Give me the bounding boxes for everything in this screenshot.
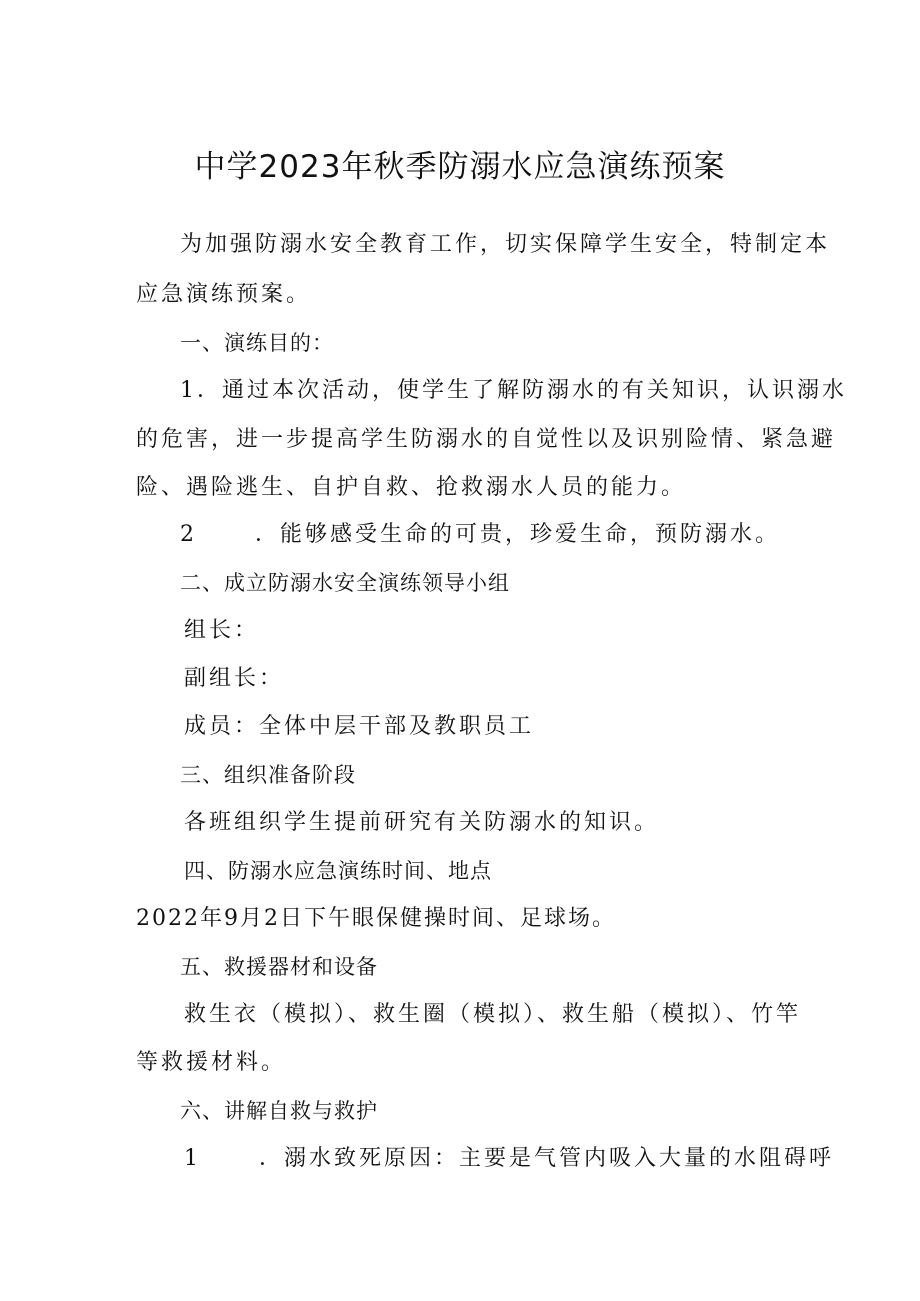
section-6-item-1-number: 1: [184, 1146, 201, 1171]
section-1-item-1-line-2: 的危害，进一步提高学生防溺水的自觉性以及识别险情、紧急避: [136, 427, 837, 452]
section-6-heading: 六、讲解自救与救护: [180, 1099, 378, 1123]
intro-line-2: 应急演练预案。: [136, 282, 312, 307]
section-1-item-1-line-1: 1．通过本次活动，使学生了解防溺水的有关知识，认识溺水: [180, 378, 847, 403]
members-line: 成员：全体中层干部及教职员工: [184, 714, 535, 739]
deputy-leader-line: 副组长：: [184, 666, 285, 691]
section-5-heading: 五、救援器材和设备: [180, 955, 378, 979]
document-title: 中学2023年秋季防溺水应急演练预案: [194, 149, 726, 185]
section-1-item-1-line-3: 险、遇险逃生、自护自救、抢救溺水人员的能力。: [136, 475, 687, 500]
section-4-heading: 四、防溺水应急演练时间、地点: [184, 859, 492, 883]
section-6-item-1-text: ．溺水致死原因：主要是气管内吸入大量的水阻碍呼: [259, 1146, 835, 1171]
section-1-heading: 一、演练目的：: [180, 331, 334, 355]
section-1-item-2-number: 2: [180, 522, 197, 547]
section-5-line-1: 救生衣（模拟）、救生圈（模拟）、救生船（模拟）、竹竿: [184, 1002, 802, 1027]
section-1-item-2-text: ．能够感受生命的可贵，珍爱生命，预防溺水。: [255, 522, 781, 547]
section-6-item-1: [184, 1142, 834, 1176]
section-4-text: 2022年9月2日下午眼保健操时间、足球场。: [136, 906, 616, 931]
intro-line-1: 为加强防溺水安全教育工作，切实保障学生安全，特制定本: [180, 232, 831, 257]
section-1-item-2: [180, 518, 780, 552]
section-5-line-2: 等救援材料。: [136, 1050, 287, 1075]
leader-line: 组长：: [184, 618, 260, 643]
section-3-heading: 三、组织准备阶段: [180, 763, 356, 787]
section-2-heading: 二、成立防溺水安全演练领导小组: [180, 571, 510, 595]
section-3-text: 各班组织学生提前研究有关防溺水的知识。: [184, 810, 660, 835]
